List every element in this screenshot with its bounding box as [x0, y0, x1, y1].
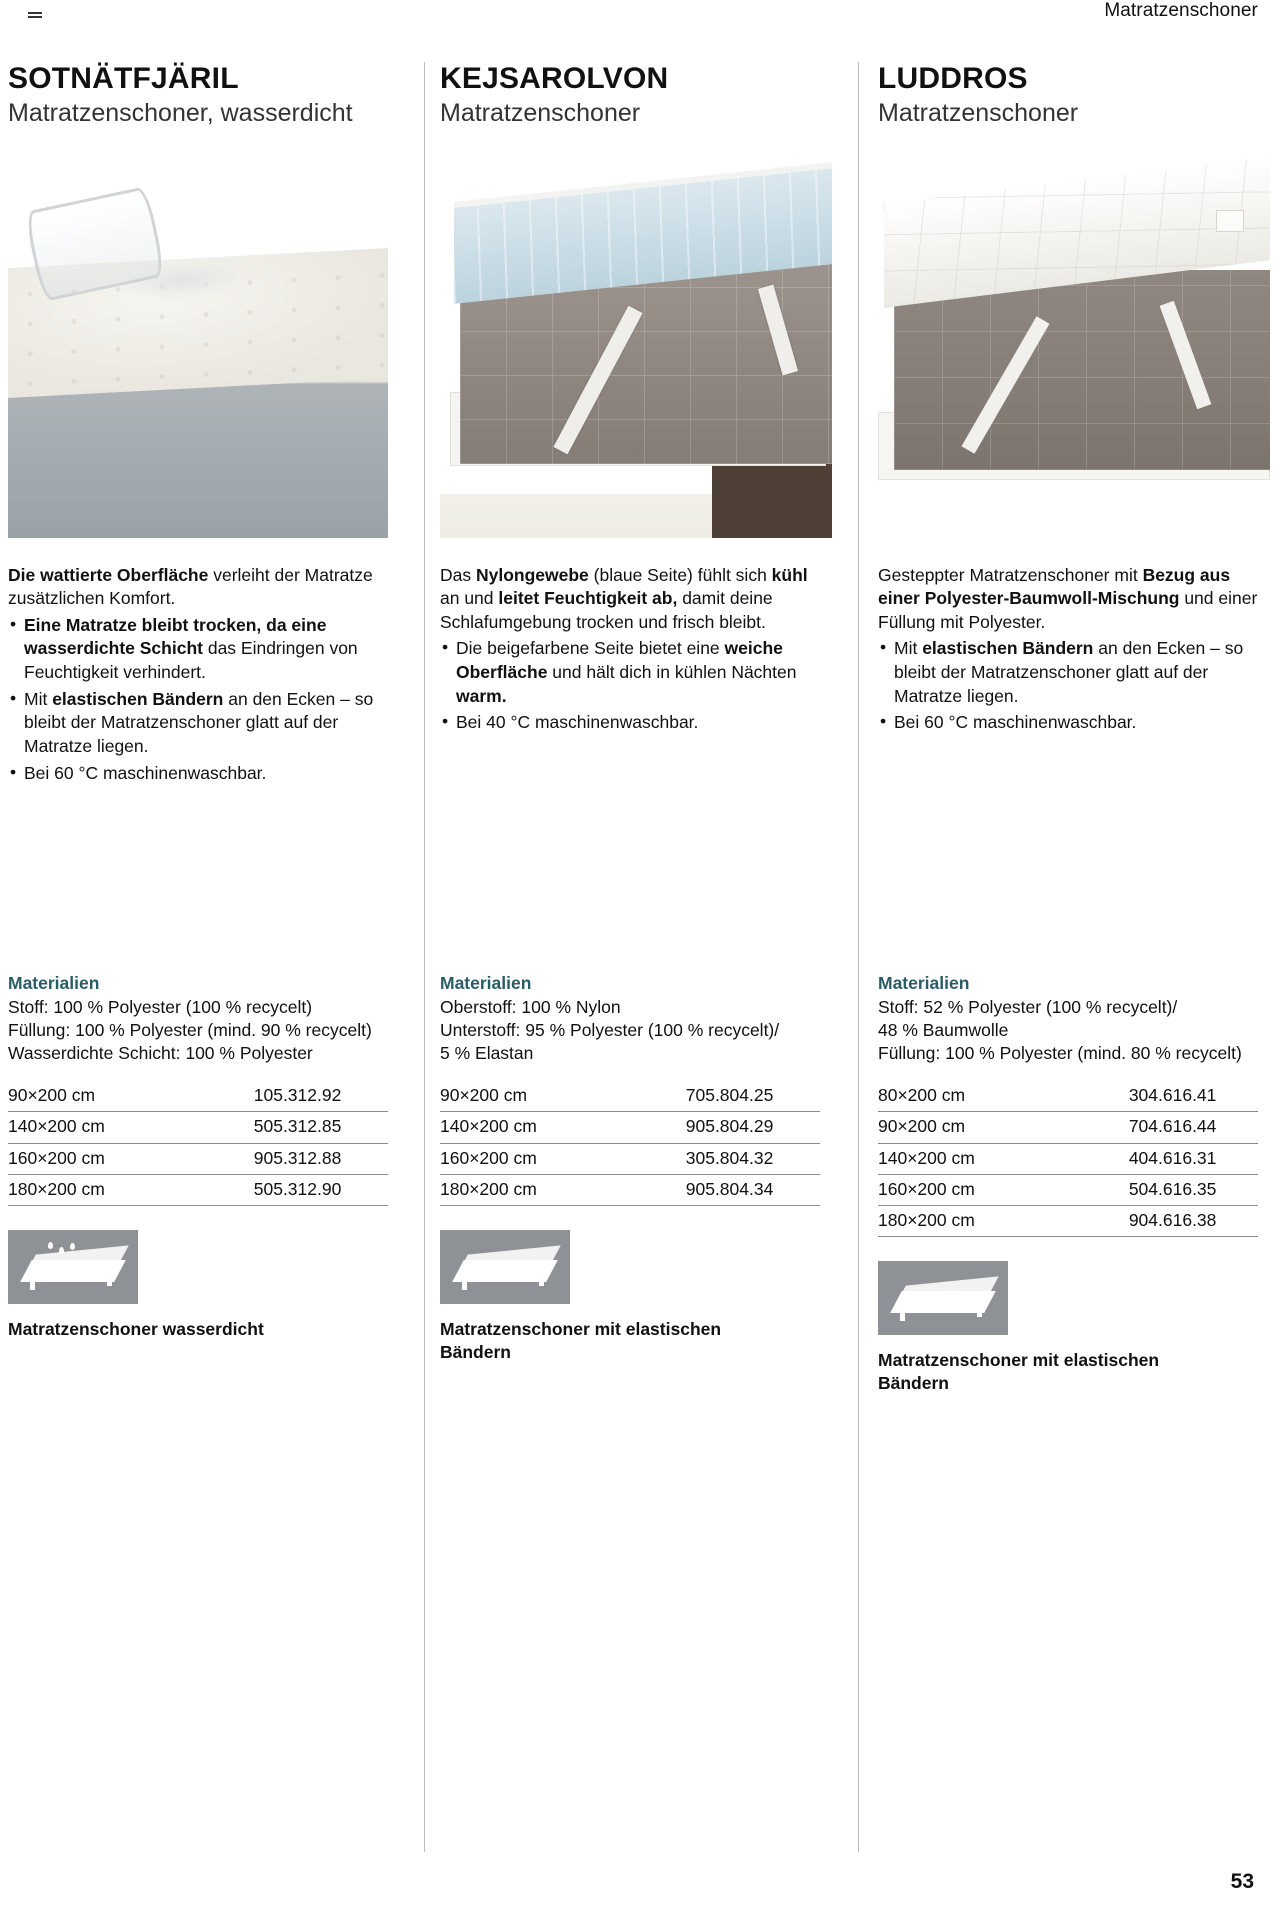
article-cell: 504.616.35 [993, 1174, 1258, 1205]
product-column-kejsarolvon [440, 62, 840, 1362]
table-row [878, 1081, 1258, 1112]
article-cell: 704.616.44 [993, 1112, 1258, 1143]
product-name: SOTNÄTFJÄRIL [8, 62, 239, 95]
size-cell: 160×200 cm [878, 1174, 993, 1205]
table-row [878, 1112, 1258, 1143]
article-cell: 705.804.25 [558, 1081, 820, 1112]
icon-footnote [878, 1261, 1258, 1395]
product-subtitle: Matratzenschoner [440, 98, 641, 127]
icon-footnote [440, 1230, 820, 1364]
table-row [8, 1143, 388, 1174]
materials-heading: Materialien [878, 973, 970, 993]
table-row [8, 1081, 388, 1112]
feature-list [440, 637, 820, 735]
table-row [440, 1112, 820, 1143]
materials-heading: Materialien [440, 973, 532, 993]
size-cell: 180×200 cm [440, 1174, 558, 1205]
table-row [878, 1174, 1258, 1205]
page-header [0, 0, 1280, 36]
kejsarolvon-photo [440, 150, 832, 538]
list-item: • Bei 60 °C maschinenwaschbar. [8, 762, 388, 786]
size-cell: 180×200 cm [8, 1174, 126, 1205]
page-number: 53 [1230, 1870, 1254, 1893]
article-cell: 905.804.29 [558, 1112, 820, 1143]
article-cell: 305.804.32 [558, 1143, 820, 1174]
product-name: KEJSAROLVON [440, 62, 669, 95]
product-subtitle: Matratzenschoner [878, 98, 1079, 127]
article-cell: 505.312.90 [126, 1174, 388, 1205]
label-tag [1216, 210, 1244, 232]
size-cell: 140×200 cm [878, 1143, 993, 1174]
list-item: • Eine Matratze bleibt trocken, da eine wasserdichte Schicht das Eindringen von Feuchtigkeit verhindert. [8, 614, 388, 685]
materials-line: Wasserdichte Schicht: 100 % Polyester [8, 1043, 313, 1064]
description-intro: Die wattierte Oberfläche verleiht der Matratze zusätzlichen Komfort. [8, 564, 373, 609]
size-article-table [8, 1081, 388, 1205]
materials-line: Stoff: 52 % Polyester (100 % recycelt)/ [878, 997, 1178, 1018]
materials-line: Oberstoff: 100 % Nylon [440, 997, 621, 1018]
mattress-protector-elastic-straps-icon [878, 1261, 1008, 1335]
article-cell: 905.312.88 [126, 1143, 388, 1174]
article-cell: 304.616.41 [993, 1081, 1258, 1112]
materials-line: Stoff: 100 % Polyester (100 % recycelt) [8, 997, 313, 1018]
size-article-table [440, 1081, 820, 1205]
product-description [440, 564, 820, 735]
table-row [8, 1112, 388, 1143]
table-row [440, 1143, 820, 1174]
list-item: • Mit elastischen Bändern an den Ecken – so bleibt der Matratzenschoner glatt auf der Matratze liegen. [8, 688, 388, 759]
section-mark-icon [28, 12, 42, 23]
size-cell: 140×200 cm [440, 1112, 558, 1143]
table-row [440, 1081, 820, 1112]
list-item: • Mit elastischen Bändern an den Ecken – so bleibt der Matratzenschoner glatt auf der Matratze liegen. [878, 637, 1258, 708]
article-cell: 404.616.31 [993, 1143, 1258, 1174]
header-title: Matratzenschoner [1104, 0, 1258, 21]
materials-line: Unterstoff: 95 % Polyester (100 % recycelt)/ [440, 1020, 780, 1041]
materials-block [8, 972, 388, 1341]
size-article-table [878, 1081, 1258, 1236]
table-row [878, 1143, 1258, 1174]
product-subtitle: Matratzenschoner, wasserdicht [8, 98, 353, 127]
size-cell: 180×200 cm [878, 1205, 993, 1236]
product-description [8, 564, 388, 786]
mattress-protector-elastic-straps-icon [440, 1230, 570, 1304]
materials-heading: Materialien [8, 973, 100, 993]
article-cell: 905.804.34 [558, 1174, 820, 1205]
article-cell: 105.312.92 [126, 1081, 388, 1112]
water-drops-icon [48, 1242, 78, 1258]
size-cell: 160×200 cm [8, 1143, 126, 1174]
materials-line: 5 % Elastan [440, 1043, 534, 1064]
size-cell: 80×200 cm [878, 1081, 993, 1112]
feature-list [878, 637, 1258, 735]
materials-block [878, 972, 1258, 1394]
icon-footnote [8, 1230, 388, 1341]
luddros-photo [878, 150, 1270, 538]
materials-line: Füllung: 100 % Polyester (mind. 80 % recycelt) [878, 1043, 1242, 1064]
icon-caption: Matratzenschoner mit elastischen Bändern [440, 1318, 722, 1362]
list-item: • Bei 40 °C maschinenwaschbar. [440, 711, 820, 735]
size-cell: 160×200 cm [440, 1143, 558, 1174]
description-intro: Gesteppter Matratzenschoner mit Bezug aus einer Polyester-Baumwoll-Mischung und einer Füllung mit Polyester. [878, 564, 1258, 632]
product-columns [0, 62, 1280, 1862]
table-row [440, 1174, 820, 1205]
icon-caption: Matratzenschoner wasserdicht [8, 1318, 264, 1339]
list-item: • Bei 60 °C maschinenwaschbar. [878, 711, 1258, 735]
icon-caption: Matratzenschoner mit elastischen Bändern [878, 1349, 1160, 1393]
article-cell: 505.312.85 [126, 1112, 388, 1143]
column-divider [424, 62, 425, 1852]
description-intro: Das Nylongewebe (blaue Seite) fühlt sich kühl an und leitet Feuchtigkeit ab, damit deine Schlafumgebung trocken und frisch bleibt. [440, 564, 808, 632]
materials-block [440, 972, 820, 1363]
size-cell: 90×200 cm [878, 1112, 993, 1143]
table-row [878, 1205, 1258, 1236]
product-column-luddros [878, 62, 1280, 1393]
product-column-sotnatfjaril [8, 62, 408, 1339]
product-description [878, 564, 1258, 735]
product-name: LUDDROS [878, 62, 1028, 95]
article-cell: 904.616.38 [993, 1205, 1258, 1236]
mattress-protector-waterproof-icon [8, 1230, 138, 1304]
list-item: • Die beigefarbene Seite bietet eine weiche Oberfläche und hält dich in kühlen Nächten warm. [440, 637, 820, 708]
column-divider [858, 62, 859, 1852]
size-cell: 90×200 cm [8, 1081, 126, 1112]
sotnatfjaril-photo [8, 150, 388, 538]
size-cell: 140×200 cm [8, 1112, 126, 1143]
size-cell: 90×200 cm [440, 1081, 558, 1112]
materials-line: 48 % Baumwolle [878, 1020, 1009, 1041]
table-row [8, 1174, 388, 1205]
feature-list [8, 614, 388, 785]
materials-line: Füllung: 100 % Polyester (mind. 90 % recycelt) [8, 1020, 372, 1041]
